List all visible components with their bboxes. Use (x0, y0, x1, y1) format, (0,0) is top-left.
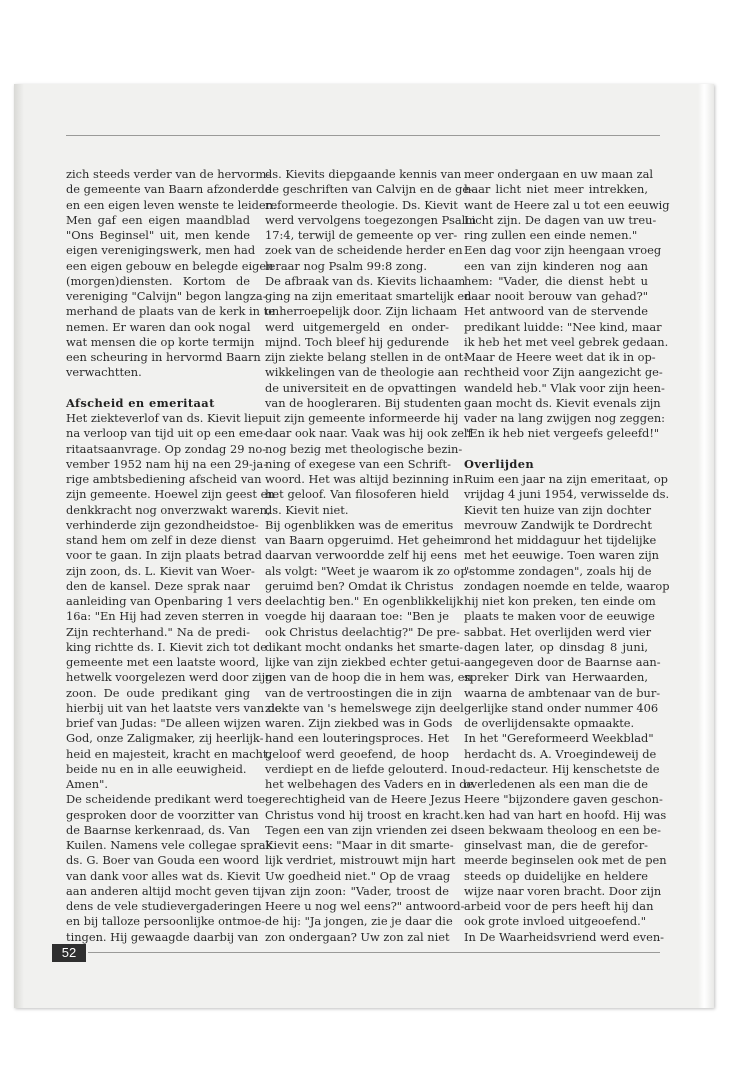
text-line: hand een louteringsproces. Het (265, 731, 449, 746)
text-line: (morgen)diensten. Kortom de (66, 273, 250, 288)
text-line: zon ondergaan? Uw zon zal niet (265, 929, 450, 944)
text-line: ds. G. Boer van Gouda een woord (66, 853, 260, 868)
text-line: vereniging "Calvijn" begon langza- (66, 289, 267, 303)
text-line: waren. Zijn ziekbed was in Gods (265, 716, 453, 730)
text-line: brief van Judas: "De alleen wijzen (66, 716, 261, 730)
text-line: Een dag voor zijn heengaan vroeg (464, 243, 662, 258)
text-line: een bekwaam theoloog en een be- (464, 822, 661, 837)
text-line: merhand de plaats van de kerk in te (66, 304, 275, 319)
text-line: woord. Het was altijd bezinning in (265, 472, 464, 486)
text-line: tingen. Hij gewaagde daarbij van (66, 929, 259, 944)
page-number: 52 (52, 944, 86, 962)
text-line: gerechtigheid van de Heere Jezus (265, 792, 461, 807)
text-line: werd vervolgens toegezongen Psalm (265, 212, 477, 227)
text-line: van de vertroostingen die in zijn (265, 685, 452, 700)
text-line: hetwelk voorgelezen werd door zijn (66, 670, 273, 685)
text-line: vrijdag 4 juni 1954, verwisselde ds. (464, 487, 670, 502)
text-line: ook grote invloed uitgeoefend." (464, 914, 646, 929)
text-line: wikkelingen van de theologie aan (265, 365, 459, 380)
text-line: hem: "Vader, die dienst hebt u (464, 273, 648, 288)
text-line: ginselvast man, die de gerefor- (464, 838, 648, 852)
text-line: voegde hij daaraan toe: "Ben je (265, 609, 449, 624)
text-line: meerde beginselen ook met de pen (464, 853, 667, 868)
text-line: lijke van zijn ziekbed echter getui- (265, 655, 464, 669)
text-line: In De Waarheidsvriend werd even- (464, 929, 665, 944)
text-line: ziekte van 's hemelswege zijn deel (265, 700, 464, 715)
text-line: aangegeven door de Baarnse aan- (464, 655, 661, 669)
text-line: wijze naar voren bracht. Door zijn (464, 883, 662, 898)
text-line: Maar de Heere weet dat ik in op- (464, 350, 656, 364)
text-line: ritaatsaanvrage. Op zondag 29 no- (66, 441, 267, 456)
text-line: Amen". (66, 777, 108, 791)
text-line: ring zullen een einde nemen." (464, 228, 638, 242)
text-line: zijn ziekte belang stellen in de ont- (265, 350, 468, 364)
text-line: en een eigen leven wenste te leiden. (66, 197, 277, 212)
text-line: stand hem om zelf in deze dienst (66, 533, 256, 547)
text-line: Kievit ten huize van zijn dochter (464, 502, 652, 517)
text-line: voor te gaan. In zijn plaats betrad (66, 548, 262, 563)
column-1-intro (66, 167, 277, 381)
text-line: een van zijn kinderen nog aan (464, 258, 648, 273)
text-line: De scheidende predikant werd toe- (66, 792, 269, 807)
text-line: ken had van hart en hoofd. Hij was (464, 807, 667, 822)
text-line: Kievit eens: "Maar in dit smarte- (265, 838, 454, 852)
text-line: gemeente met een laatste woord, (66, 655, 260, 669)
column-1 (66, 167, 282, 945)
text-line: nemen. Er waren dan ook nogal (66, 319, 251, 334)
text-line: herdacht ds. A. Vroegindeweij de (464, 746, 657, 761)
text-line: ik heb het met veel gebrek gedaan. (464, 334, 669, 349)
text-line: zijn zoon, ds. L. Kievit van Woer- (66, 563, 255, 578)
text-line: van dank voor alles wat ds. Kievit (66, 868, 261, 883)
text-line: Tegen een van zijn vrienden zei ds. (265, 822, 468, 837)
text-line: Kuilen. Namens vele collegae sprak (66, 838, 273, 852)
text-line: verwachtten. (66, 365, 142, 380)
text-line: predikant luidde: "Nee kind, maar (464, 319, 662, 334)
text-line: wat mensen die op korte termijn (66, 334, 255, 349)
text-line: want de Heere zal u tot een eeuwig (464, 197, 670, 212)
text-line: mevrouw Zandwijk te Dordrecht (464, 517, 652, 532)
bottom-rule (88, 952, 660, 953)
text-line: daar nooit berouw van gehad?" (464, 289, 648, 303)
text-line: gen van de hoop die in hem was, en (265, 670, 472, 685)
text-line: de hij: "Ja jongen, zie je daar die (265, 914, 453, 929)
text-line: De afbraak van ds. Kievits lichaam (265, 273, 466, 288)
text-line: ging na zijn emeritaat smartelijk en (265, 289, 472, 303)
text-line: een scheuring in hervormd Baarn (66, 350, 261, 364)
column-3 (464, 167, 670, 945)
text-line: werd uitgemergeld en onder- (265, 319, 449, 334)
text-line: Licht zijn. De dagen van uw treu- (464, 212, 657, 227)
text-line: In het "Gereformeerd Weekblad" (464, 731, 654, 746)
text-line: een eigen gebouw en belegde eigen (66, 258, 274, 273)
text-line: 17:4, terwijl de gemeente op ver- (265, 228, 458, 242)
text-line: dikant mocht ondanks het smarte- (265, 639, 464, 654)
text-line: het welbehagen des Vaders en in de (265, 777, 474, 791)
text-line: de universiteit en de opvattingen (265, 380, 457, 395)
text-line: onherroepelijk door. Zijn lichaam (265, 304, 458, 319)
text-line: gerlijke stand onder nummer 406 (464, 700, 659, 715)
text-line: Men gaf een eigen maandblad (66, 212, 250, 227)
text-line: arbeid voor de pers heeft hij dan (464, 899, 654, 913)
gutter-shadow (14, 84, 24, 1008)
text-line: sabbat. Het overlijden werd vier (464, 624, 652, 639)
text-line: meer ondergaan en uw maan zal (464, 167, 654, 181)
text-line: rond het middaguur het tijdelijke (464, 533, 657, 547)
text-line: vader na lang zwijgen nog zeggen: (464, 411, 666, 425)
text-line: en bij talloze persoonlijke ontmoe- (66, 914, 266, 929)
text-line: met het eeuwige. Toen waren zijn (464, 548, 659, 563)
text-line: denkkracht nog onverzwakt waren, (66, 502, 271, 517)
text-line: ook Christus deelachtig?" De pre- (265, 624, 460, 639)
text-line: daarvan verwoordde zelf hij eens (265, 548, 457, 563)
text-line: ds. Kievits diepgaande kennis van (265, 167, 462, 181)
text-line: mijnd. Toch bleef hij gedurende (265, 334, 449, 349)
text-line: eigen verenigingswerk, men had (66, 243, 256, 258)
column-3-section (464, 472, 670, 945)
text-line: verhinderde zijn gezondheidstoe- (66, 517, 259, 532)
text-line: wandeld heb." Vlak voor zijn heen- (464, 380, 665, 395)
text-line: dens de vele studievergaderingen (66, 899, 262, 913)
text-line: geruimd ben? Omdat ik Christus (265, 578, 454, 593)
text-line: gesproken door de voorzitter van (66, 807, 259, 822)
top-rule (66, 135, 660, 136)
text-line: reformeerde theologie. Ds. Kievit (265, 197, 458, 212)
column-2 (265, 167, 477, 945)
text-line: "stomme zondagen", zoals hij de (464, 563, 652, 578)
page-edge (698, 84, 714, 1008)
text-line: Uw goedheid niet." Op de vraag (265, 868, 451, 883)
book-page (14, 84, 714, 1008)
text-line: hij niet kon preken, ten einde om (464, 594, 656, 608)
text-line: uit zijn gemeente informeerde hij (265, 411, 459, 425)
text-line: "En ik heb niet vergeefs geleefd!" (464, 426, 660, 441)
heading-afscheid-en-emeritaat: Afscheid en emeritaat (66, 395, 215, 410)
text-line: hierbij uit van het laatste vers van de (66, 700, 282, 715)
text-line: overledenen als een man die de (464, 777, 648, 791)
text-line: Bij ogenblikken was de emeritus (265, 517, 454, 532)
text-line: heid en majesteit, kracht en macht, (66, 746, 272, 761)
text-line: Heere "bijzondere gaven geschon- (464, 792, 663, 807)
text-line: rige ambtsbediening afscheid van (66, 472, 262, 486)
text-line: deelachtig ben." En ogenblikkelijk (265, 594, 464, 608)
text-line: daar ook naar. Vaak was hij ook zelf (265, 426, 472, 441)
text-line: leraar nog Psalm 99:8 zong. (265, 258, 427, 273)
text-line: rechtheid voor Zijn aangezicht ge- (464, 365, 663, 380)
text-line: 16a: "En Hij had zeven sterren in (66, 609, 259, 624)
text-line: van Baarn opgeruimd. Het geheim (265, 533, 465, 547)
text-line: verdiept en de liefde gelouterd. In (265, 761, 464, 776)
text-line: Zijn rechterhand." Na de predi- (66, 624, 250, 639)
text-line: geloof werd geoefend, de hoop (265, 746, 449, 761)
text-line: aanleiding van Openbaring 1 vers (66, 594, 262, 608)
text-line: van zijn zoon: "Vader, troost de (265, 883, 449, 898)
text-line: "Ons Beginsel" uit, men kende (66, 228, 250, 242)
text-line: lijk verdriet, mistrouwt mijn hart (265, 853, 456, 868)
text-line: waarna de ambtenaar van de bur- (464, 685, 661, 700)
text-line: Ruim een jaar na zijn emeritaat, op (464, 472, 668, 486)
text-line: Heere u nog wel eens?" antwoord- (265, 899, 465, 913)
text-line: van de hoogleraren. Bij studenten (265, 395, 462, 410)
text-line: oud-redacteur. Hij kenschetste de (464, 761, 660, 776)
text-line: Het antwoord van de stervende (464, 304, 648, 319)
text-line: als volgt: "Weet je waarom ik zo op- (265, 563, 472, 578)
column-3-intro (464, 167, 670, 442)
text-line: zich steeds verder van de hervorm- (66, 167, 271, 181)
text-line: God, onze Zaligmaker, zij heerlijk- (66, 731, 264, 746)
text-line: de geschriften van Calvijn en de ge- (265, 182, 473, 197)
text-line: haar licht niet meer intrekken, (464, 182, 648, 197)
text-line: vember 1952 nam hij na een 29-ja- (66, 456, 268, 471)
text-line: de Baarnse kerkenraad, ds. Van (66, 822, 250, 837)
text-line: gaan mocht ds. Kievit evenals zijn (464, 395, 661, 410)
text-line: plaats te maken voor de eeuwige (464, 609, 655, 624)
text-line: zoon. De oude predikant ging (66, 685, 250, 700)
text-line: aan anderen altijd mocht geven tij- (66, 883, 269, 898)
text-line: beide nu en in alle eeuwigheid. (66, 761, 247, 776)
text-line: ds. Kievit niet. (265, 502, 349, 517)
heading-overlijden: Overlijden (464, 456, 535, 471)
text-line: nog bezig met theologische bezin- (265, 441, 463, 456)
text-line: dagen later, op dinsdag 8 juni, (464, 639, 648, 654)
text-line: de gemeente van Baarn afzonderde (66, 182, 272, 197)
text-line: spreker Dirk van Herwaarden, (464, 670, 648, 685)
text-line: zijn gemeente. Hoewel zijn geest en (66, 487, 275, 502)
text-line: Christus vond hij troost en kracht. (265, 807, 464, 822)
text-line: king richtte ds. I. Kievit zich tot de (66, 639, 268, 654)
column-1-section (66, 411, 282, 945)
text-line: steeds op duidelijke en heldere (464, 868, 648, 883)
text-line: het geloof. Van filosoferen hield (265, 487, 449, 502)
text-line: zondagen noemde en telde, waarop (464, 578, 670, 593)
column-2-body (265, 167, 477, 945)
text-line: na verloop van tijd uit op een eme- (66, 426, 268, 441)
text-line: de overlijdensakte opmaakte. (464, 716, 635, 730)
text-line: Het ziekteverlof van ds. Kievit liep (66, 411, 266, 425)
text-line: ning of exegese van een Schrift- (265, 456, 451, 471)
text-line: zoek van de scheidende herder en (265, 243, 463, 258)
text-line: den de kansel. Deze sprak naar (66, 578, 250, 593)
